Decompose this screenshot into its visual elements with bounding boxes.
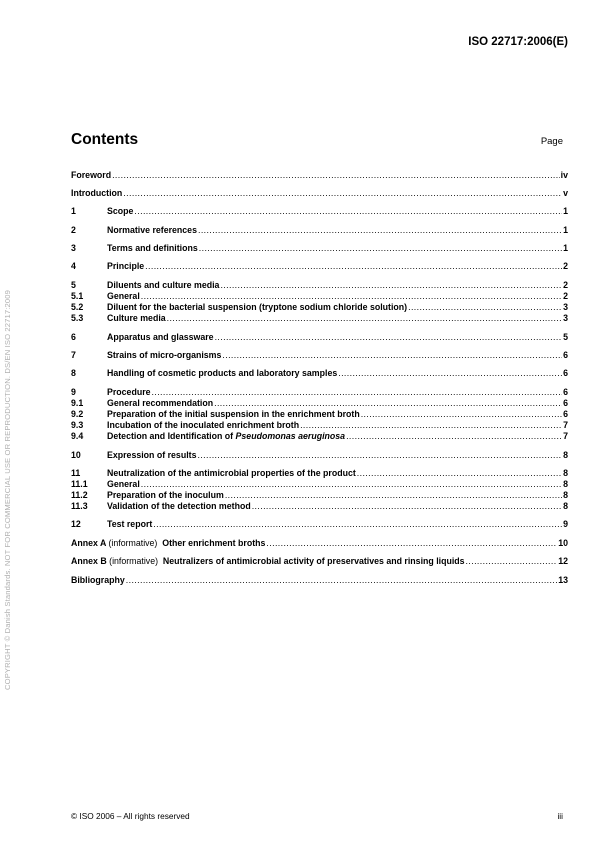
toc-entry-number: 5.1: [71, 291, 84, 301]
toc-entry-page: 13: [558, 575, 568, 585]
toc-entry-page: 1: [563, 243, 568, 253]
toc-entry-number: 12: [71, 519, 81, 529]
toc-entry-title: General recommendation: [107, 398, 214, 408]
toc-entry[interactable]: [71, 331, 568, 343]
dot-leader: [466, 555, 558, 567]
toc-entry-page: 10: [558, 538, 568, 548]
toc-entry-title: Normative references: [107, 225, 197, 235]
toc-entry-title: Diluents and culture media: [107, 280, 220, 290]
toc-entry[interactable]: [71, 430, 568, 442]
toc-entry-page: 8: [563, 490, 568, 500]
toc-entry-title: Culture media: [107, 313, 166, 323]
toc-entry-title: Apparatus and glassware: [107, 332, 214, 342]
toc-entry-number: 9: [71, 387, 76, 397]
dot-leader: [252, 500, 562, 512]
toc-entry-page: 6: [563, 368, 568, 378]
toc-entry-page: v: [563, 188, 568, 198]
document-id: ISO 22717:2006(E): [468, 36, 568, 48]
toc-entry-number: 5.3: [71, 313, 84, 323]
toc-entry-page: 8: [563, 450, 568, 460]
dot-leader: [134, 205, 562, 217]
toc-entry-page: 8: [563, 468, 568, 478]
toc-entry[interactable]: [71, 312, 568, 324]
footer-page-number: iii: [557, 811, 563, 821]
toc-entry-number: 9.2: [71, 409, 84, 419]
toc-entry-title: Introduction: [71, 188, 123, 198]
annex-title: Neutralizers of antimicrobial activity of preservatives and rinsing liquids: [162, 556, 465, 566]
dot-leader: [215, 331, 563, 343]
toc-entry-number: 11: [71, 468, 81, 478]
toc-entry-page: 3: [563, 302, 568, 312]
title-prefix: Detection and Identification of: [107, 431, 236, 441]
dot-leader: [126, 574, 557, 586]
dot-leader: [266, 537, 557, 549]
toc-entry-number: 7: [71, 350, 76, 360]
toc-entry[interactable]: [71, 518, 568, 530]
toc-entry-page: 1: [563, 225, 568, 235]
toc-entry-number: 6: [71, 332, 76, 342]
toc-entry-title: [71, 537, 265, 549]
toc-entry-page: 3: [563, 313, 568, 323]
dot-leader: [153, 518, 562, 530]
toc-entry[interactable]: [71, 205, 568, 217]
toc-entry-title: Expression of results: [107, 450, 197, 460]
toc-entry-page: 7: [563, 431, 568, 441]
toc-entry[interactable]: [71, 169, 568, 181]
toc-entry-title: Preparation of the initial suspension in the enrichment broth: [107, 409, 360, 419]
organism-name: Pseudomonas aeruginosa: [235, 431, 346, 441]
toc-entry[interactable]: [71, 260, 568, 272]
toc-entry-number: 2: [71, 225, 76, 235]
dot-leader: [199, 242, 562, 254]
toc-entry-title: General: [107, 291, 140, 301]
dot-leader: [112, 169, 560, 181]
annex-title: Other enrichment broths: [162, 538, 266, 548]
toc-entry-number: 10: [71, 450, 81, 460]
toc-entry-title: Incubation of the inoculated enrichment broth: [107, 420, 300, 430]
toc-entry-number: 4: [71, 261, 76, 271]
toc-entry-title: Bibliography: [71, 575, 125, 585]
toc-entry-title: Procedure: [107, 387, 151, 397]
toc-entry-title: [107, 430, 345, 442]
contents-heading: Contents: [71, 131, 139, 148]
toc-entry-title: Handling of cosmetic products and laboratory samples: [107, 368, 338, 378]
annex-label: Annex A: [71, 538, 107, 548]
toc-entry[interactable]: [71, 367, 568, 379]
toc-entry-title: Test report: [107, 519, 153, 529]
toc-entry-page: iv: [560, 170, 568, 180]
toc-entry-number: 11.2: [71, 490, 88, 500]
toc-entry[interactable]: [71, 242, 568, 254]
annex-label: Annex B: [71, 556, 107, 566]
dot-leader: [346, 430, 562, 442]
toc-entry-page: 6: [563, 387, 568, 397]
toc-entry-page: 2: [563, 291, 568, 301]
toc-entry[interactable]: [71, 349, 568, 361]
annex-kind: (informative): [109, 556, 159, 566]
toc-entry-title: Diluent for the bacterial suspension (tryptone sodium chloride solution): [107, 302, 408, 312]
toc-entry-title: Strains of micro-organisms: [107, 350, 222, 360]
toc-entry-number: 9.1: [71, 398, 84, 408]
toc-entry-title: Foreword: [71, 170, 112, 180]
toc-entry-number: 9.3: [71, 420, 84, 430]
toc-entry-page: 12: [558, 556, 568, 566]
toc-entry[interactable]: [71, 555, 568, 567]
dot-leader: [123, 187, 562, 199]
toc-entry-title: Scope: [107, 206, 134, 216]
toc-entry-page: 7: [563, 420, 568, 430]
toc-entry-number: 11.1: [71, 479, 88, 489]
toc-entry[interactable]: [71, 500, 568, 512]
toc-entry-page: 9: [563, 519, 568, 529]
dot-leader: [338, 367, 562, 379]
toc-entry[interactable]: [71, 224, 568, 236]
toc-entry-title: General: [107, 479, 140, 489]
toc-entry[interactable]: [71, 187, 568, 199]
toc-entry-number: 5: [71, 280, 76, 290]
toc-entry-title: Neutralization of the antimicrobial properties of the product: [107, 468, 356, 478]
toc-entry-page: 6: [563, 398, 568, 408]
toc-entry-page: 5: [563, 332, 568, 342]
toc-entry[interactable]: [71, 537, 568, 549]
toc-entry-number: 11.3: [71, 501, 88, 511]
toc-entry-title: Terms and definitions: [107, 243, 198, 253]
toc-entry-page: 6: [563, 350, 568, 360]
dot-leader: [145, 260, 562, 272]
toc-entry[interactable]: [71, 449, 568, 461]
toc-entry-number: 3: [71, 243, 76, 253]
footer-copyright: © ISO 2006 – All rights reserved: [71, 811, 190, 821]
dot-leader: [198, 224, 562, 236]
copyright-watermark: COPYRIGHT © Danish Standards. NOT FOR COMMERCIAL USE OR REPRODUCTION. DS/EN ISO 22717:2009: [3, 289, 12, 690]
toc-entry-number: 1: [71, 206, 76, 216]
toc-entry-number: 5.2: [71, 302, 84, 312]
toc-entry-title: Validation of the detection method: [107, 501, 251, 511]
toc-entry-page: 2: [563, 280, 568, 290]
dot-leader: [197, 449, 562, 461]
toc-entry-title: [71, 555, 465, 567]
annex-kind: (informative): [108, 538, 158, 548]
dot-leader: [167, 312, 562, 324]
toc-entry-title: Preparation of the inoculum: [107, 490, 224, 500]
toc-entry-title: Principle: [107, 261, 145, 271]
dot-leader: [222, 349, 562, 361]
toc-entry-number: 8: [71, 368, 76, 378]
toc-entry-page: 8: [563, 479, 568, 489]
toc-entry[interactable]: [71, 574, 568, 586]
toc-entry-number: 9.4: [71, 431, 84, 441]
page-column-label: Page: [540, 136, 563, 147]
toc-entry-page: 1: [563, 206, 568, 216]
toc-entry-page: 8: [563, 501, 568, 511]
toc-entry-page: 2: [563, 261, 568, 271]
toc-entry-page: 6: [563, 409, 568, 419]
